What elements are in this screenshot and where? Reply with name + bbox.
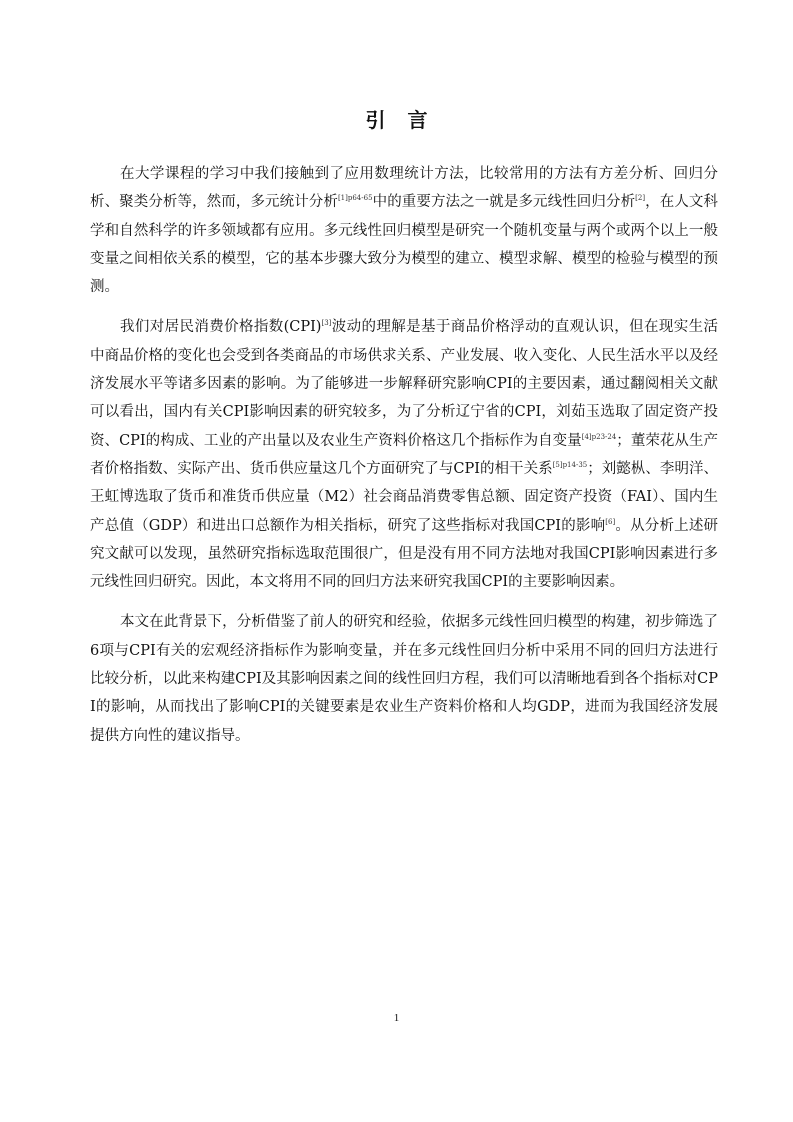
- text-segment: ；刘懿枞、李明洋、王虹博选取了货币和准货币供应量（M2）社会商品消费零售总额、固定资产投资（FAI）、国内生产总值（GDP）和进出口总额作为相关指标，研究了这些指标对我国CPI的影响: [90, 460, 719, 534]
- citation: [5]p14-35: [552, 460, 588, 469]
- text-segment: ，在人文科学和自然科学的许多领域都有应用。多元线性回归模型是研究一个随机变量与两个或两个以上一般变量之间相依关系的模型，它的基本步骤大致分为模型的建立、模型求解、模型的检验与模型的预测。: [90, 194, 719, 296]
- citation: [2]: [635, 194, 646, 203]
- text-segment: 中的重要方法之一就是多元线性回归分析: [372, 194, 636, 211]
- section-title: 引言: [365, 108, 450, 132]
- citation: [4]p23-24: [581, 432, 617, 441]
- text-segment: 波动的理解是基于商品价格浮动的直观认识，但在现实生活中商品价格的变化也会受到各类商品的市场供求关系、产业发展、收入变化、人民生活水平以及经济发展水平等诸多因素的影响。为了能够进一步解释研究影响CPI的主要因素，通过翻阅相关文献可以看出，国内有关CPI影响因素的研究较多，为了分析辽宁省的CPI，刘茹玉选取了固定资产投资、CPI的构成、工业的产出量以及农业生产资料价格这几个指标作为自变量: [90, 319, 718, 449]
- citation: [3]: [321, 319, 332, 328]
- text-segment: 我们对居民消费价格指数(CPI): [120, 319, 322, 336]
- paragraph-2: [90, 313, 718, 596]
- paragraph-3: [90, 608, 718, 749]
- text-segment: 。从分析上述研究文献可以发现，虽然研究指标选取范围很广，但是没有用不同方法地对我国CPI影响因素进行多元线性回归研究。因此，本文将用不同的回归方法来研究我国CPI的主要影响因素。: [90, 517, 719, 591]
- citation: [6]: [605, 517, 616, 526]
- text-segment: 在大学课程的学习中我们接触到了应用数理统计方法，比较常用的方法有方差分析、回归分析、聚类分析等，然而，多元统计分析: [90, 166, 718, 211]
- page-number: 1: [393, 1012, 400, 1024]
- body-text: [90, 160, 718, 762]
- paragraph-1: [90, 160, 718, 301]
- text-segment: ；董荣花从生产者价格指数、实际产出、货币供应量这几个方面研究了与CPI的相干关系: [90, 432, 719, 477]
- citation: [1]p64-65: [337, 194, 373, 203]
- text-segment: 本文在此背景下，分析借鉴了前人的研究和经验，依据多元线性回归模型的构建，初步筛选了6项与CPI有关的宏观经济指标作为影响变量，并在多元线性回归分析中采用不同的回归方法进行比较分析，以此来构建CPI及其影响因素之间的线性回归方程，我们可以清晰地看到各个指标对CPI的影响，从而找出了影响CPI的关键要素是农业生产资料价格和人均GDP，进而为我国经济发展提供方向性的建议指导。: [90, 614, 718, 744]
